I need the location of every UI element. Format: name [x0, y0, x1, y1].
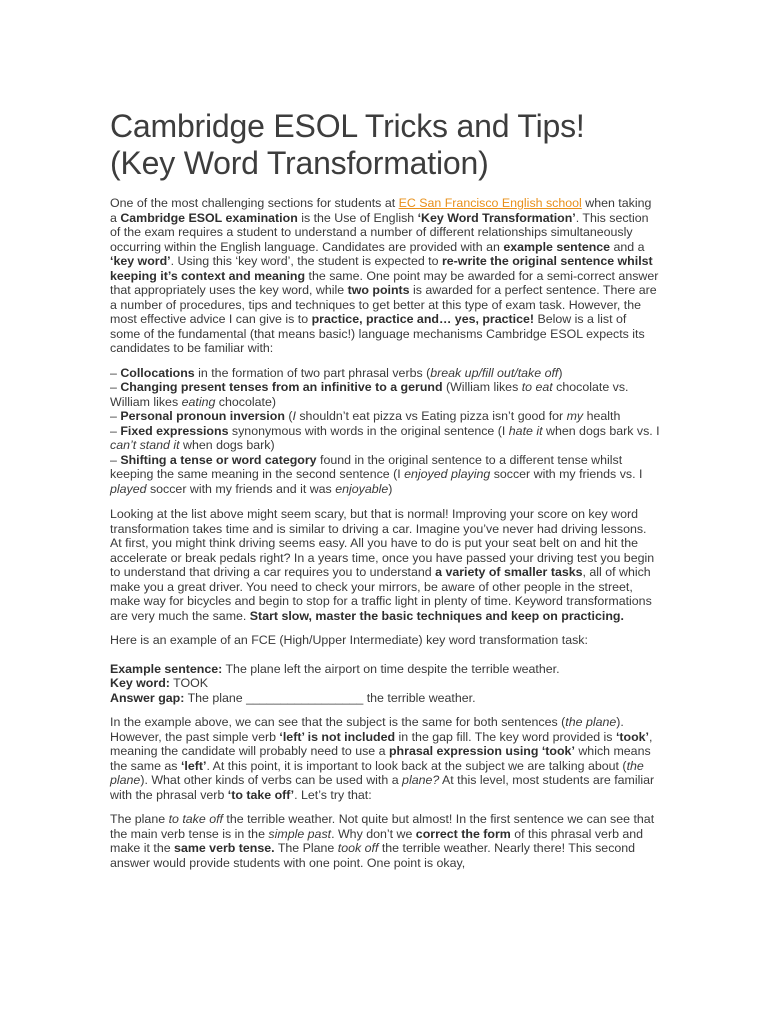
page-title — [110, 108, 660, 182]
analysis-paragraph: In the example above, we can see that the subject is the same for both sentences (the plane). However, the past simple verb ‘left’ is not included in the gap fill. The key word provided is ‘took’, meaning the candidate will probably need to use a phrasal expression using ‘took’ which means the same as ‘left’. At this point, it is important to look back at the subject we are talking about (the plane). What other kinds of verbs can be used with a plane? At this level, most students are familiar with the phrasal verb ‘to take off’. Let’s try that: — [110, 715, 655, 802]
example-task: Example sentence: The plane left the airport on time despite the terrible weather. Key word: TOOK Answer gap: The plane _________________ the terrible weather. — [110, 661, 560, 705]
driving-paragraph: Looking at the list above might seem scary, but that is normal! Improving your score on key word transformation takes time and is similar to driving a car. Imagine you’ve never had driving lessons. At first, you might think driving seems easy. All you have to do is put your seat belt on and hit the accelerate or break pedals right? In a years time, once you have passed your driving test you begin to understand that driving a car requires you to understand a variety of smaller tasks, all of which make you a great driver. You need to check your mirrors, be aware of other people in the street, make way for bicycles and begin to stop for a traffic light in plenty of time. Keyword transformations are very much the same. Start slow, master the basic techniques and keep on practicing. — [110, 507, 655, 623]
article — [110, 108, 660, 880]
example-intro: Here is an example of an FCE (High/Upper Intermediate) key word transformation task: — [110, 633, 588, 647]
answer-paragraph: The plane to take off the terrible weather. Not quite but almost! In the first sentence we can see that the main verb tense is in the simple past. Why don’t we correct the form of this phrasal verb and make it the same verb tense. The Plane took off the terrible weather. Nearly there! This second answer would provide students with one point. One point is okay, — [110, 812, 655, 870]
mechanisms-list: – Collocations in the formation of two part phrasal verbs (break up/fill out/take off) – Changing present tenses from an infinitive to a gerund (William likes to eat chocolate vs. William likes eating chocolate) – Personal pronoun inversion (I shouldn’t eat pizza vs Eating pizza isn’t good for my health – Fixed expressions synonymous with words in the original sentence (I hate it when dogs bark vs. I can’t stand it when dogs bark) – Shifting a tense or word category found in the original sentence to a different tense whilst keeping the same meaning in the second sentence (I enjoyed playing soccer with my friends vs. I played soccer with my friends and it was enjoyable) — [110, 365, 660, 496]
title-line-2: (Key Word Transformation) — [110, 145, 489, 181]
intro-paragraph: One of the most challenging sections for students at EC San Francisco English school when taking a Cambridge ESOL examination is the Use of English ‘Key Word Transformation’. This section of the exam requires a student to understand a number of different relationships simultaneously occurring within the English language. Candidates are provided with an example sentence and a ‘key word’. Using this ‘key word’, the student is expected to re-write the original sentence whilst keeping it’s context and meaning the same. One point may be awarded for a semi-correct answer that appropriately uses the key word, while two points is awarded for a perfect sentence. There are a number of procedures, tips and techniques to get better at this type of exam task. However, the most effective advice I can give is to practice, practice and… yes, practice! Below is a list of some of the fundamental (that means basic!) language mechanisms Cambridge ESOL expects its candidates to be familiar with: — [110, 196, 659, 355]
title-line-1: Cambridge ESOL Tricks and Tips! — [110, 108, 585, 144]
ec-school-link[interactable]: EC San Francisco English school — [398, 196, 582, 210]
